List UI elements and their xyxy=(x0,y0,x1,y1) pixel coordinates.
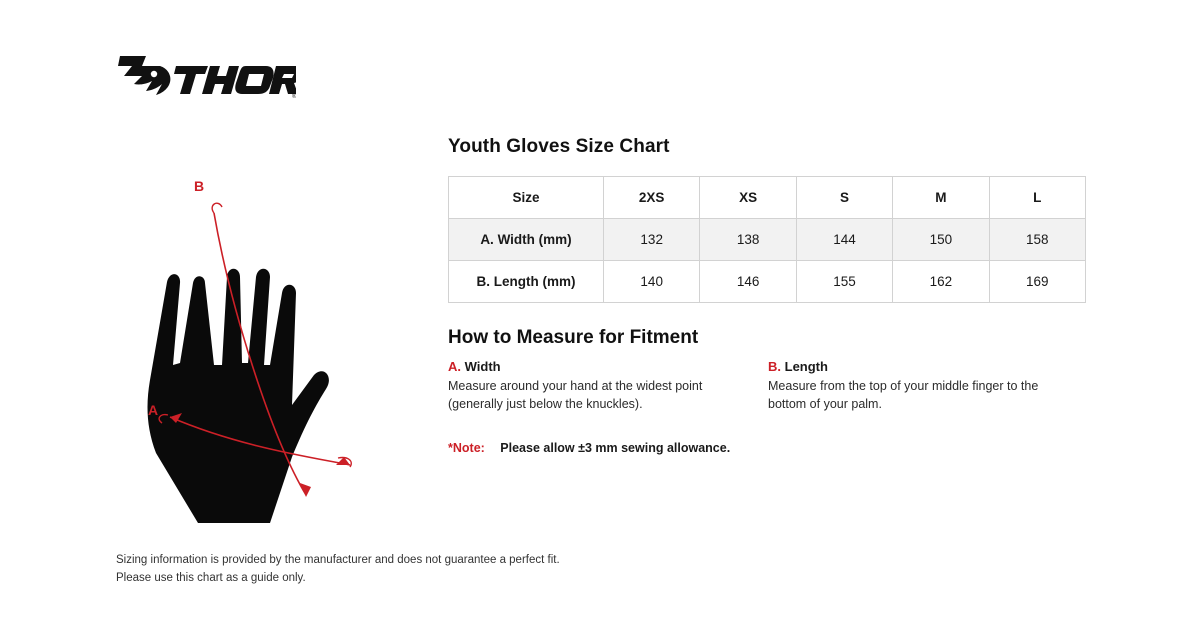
measure-name-width: Width xyxy=(464,359,501,374)
cell-length-xs: 146 xyxy=(700,261,796,303)
howto-title: How to Measure for Fitment xyxy=(448,327,699,348)
disclaimer-line-1: Sizing information is provided by the manufacturer and does not guarantee a perfect fit. xyxy=(116,554,560,566)
cell-width-s: 144 xyxy=(796,219,892,261)
cell-length-2xs: 140 xyxy=(604,261,700,303)
cell-length-m: 162 xyxy=(893,261,989,303)
measure-name-length: Length xyxy=(784,359,828,374)
measure-item-width xyxy=(448,359,768,413)
cell-length-s: 155 xyxy=(796,261,892,303)
cell-width-m: 150 xyxy=(893,219,989,261)
diagram-label-b: B xyxy=(194,178,205,194)
cell-length-l: 169 xyxy=(989,261,1085,303)
helmet-eye xyxy=(151,71,157,77)
helmet-shape xyxy=(118,56,170,95)
thor-helmet-logo-icon xyxy=(116,50,296,110)
measure-mark-a: A. xyxy=(448,359,461,374)
column-header-2xs: 2XS xyxy=(604,177,700,219)
measure-instructions xyxy=(448,359,1088,413)
thor-wordmark xyxy=(174,66,296,94)
table-header-row xyxy=(449,177,1086,219)
measure-text-width: Measure around your hand at the widest point (generally just below the knuckles). xyxy=(448,379,703,412)
row-label-length: B. Length (mm) xyxy=(449,261,604,303)
note-row xyxy=(448,441,1088,455)
hand-diagram xyxy=(110,165,430,545)
measure-head-width xyxy=(448,359,744,374)
table-head xyxy=(449,177,1086,219)
table-row xyxy=(449,219,1086,261)
size-chart-table xyxy=(448,176,1086,303)
disclaimer xyxy=(116,552,560,588)
column-header-m: M xyxy=(893,177,989,219)
registered-mark: ® xyxy=(292,94,296,100)
measure-text-length: Measure from the top of your middle finger to the bottom of your palm. xyxy=(768,379,1039,412)
measure-item-length xyxy=(768,359,1088,413)
page-title: Youth Gloves Size Chart xyxy=(448,136,670,157)
cell-width-xs: 138 xyxy=(700,219,796,261)
cell-width-2xs: 132 xyxy=(604,219,700,261)
measure-head-length xyxy=(768,359,1064,374)
note-text: Please allow ±3 mm sewing allowance. xyxy=(500,441,731,456)
table-body xyxy=(449,219,1086,303)
row-label-width: A. Width (mm) xyxy=(449,219,604,261)
column-header-xs: XS xyxy=(700,177,796,219)
diagram-label-a: A xyxy=(148,402,159,418)
length-arrow-curl-top xyxy=(212,203,222,213)
table-row xyxy=(449,261,1086,303)
cell-width-l: 158 xyxy=(989,219,1085,261)
note-label: *Note: xyxy=(448,441,485,456)
length-arrow-head-bottom xyxy=(300,483,311,497)
content-column xyxy=(448,136,1088,455)
column-header-l: L xyxy=(989,177,1085,219)
measure-mark-b: B. xyxy=(768,359,781,374)
brand-logo xyxy=(116,50,296,110)
column-header-s: S xyxy=(796,177,892,219)
column-header-size: Size xyxy=(449,177,604,219)
disclaimer-line-2: Please use this chart as a guide only. xyxy=(116,571,306,584)
